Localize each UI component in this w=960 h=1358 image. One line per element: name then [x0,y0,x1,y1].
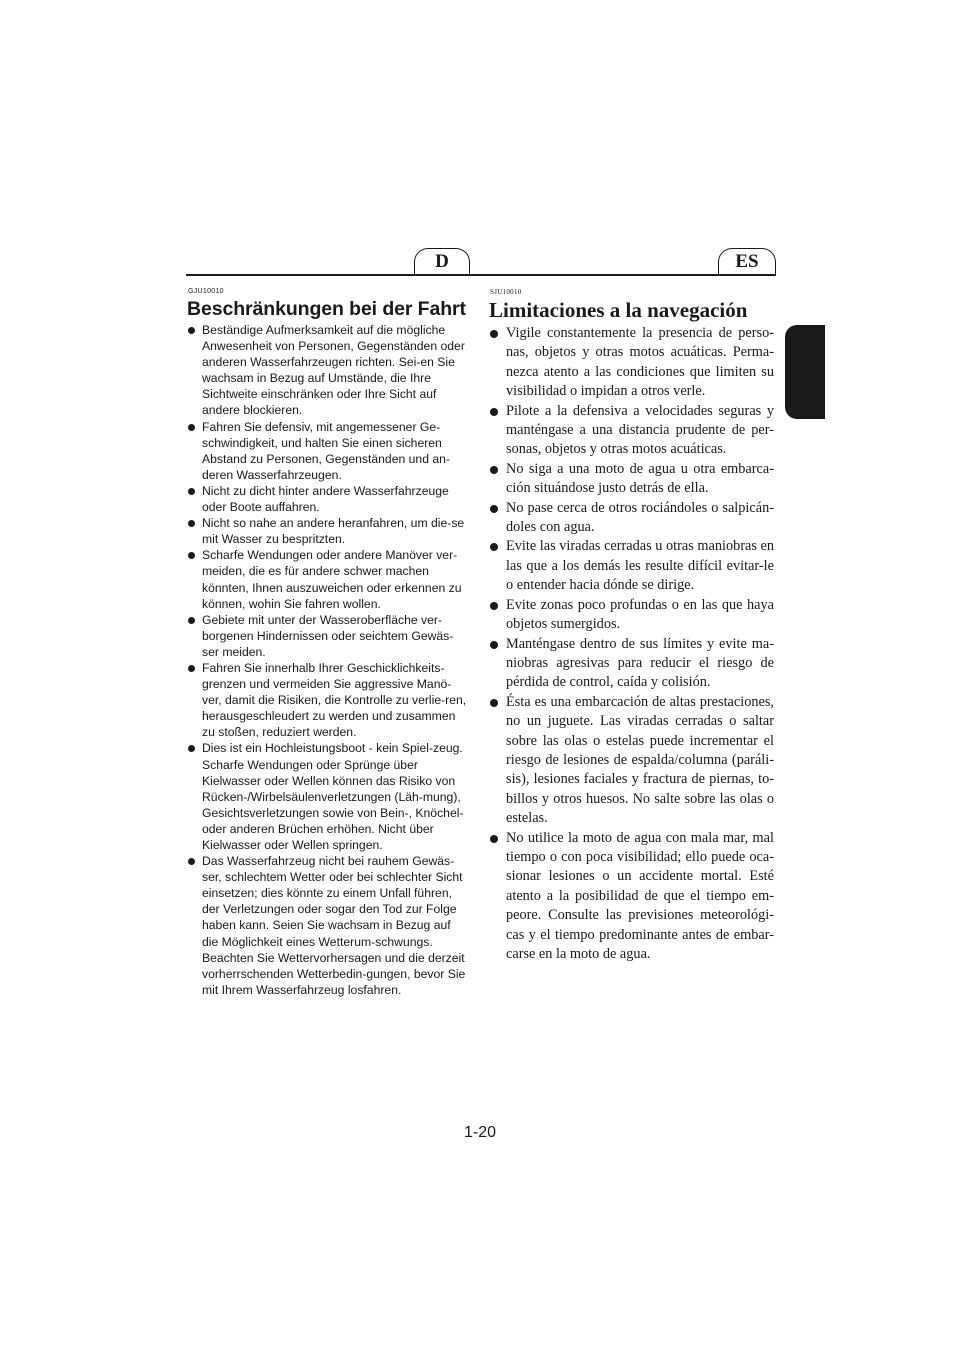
list-item [187,419,467,483]
bullet-icon [188,520,195,527]
list-item [489,829,774,965]
language-tab-german: D [414,248,470,274]
list-item [489,596,774,635]
list-item [489,499,774,538]
bullet-icon [188,858,195,865]
list-item [187,483,467,515]
list-item [489,460,774,499]
list-item-text: No pase cerca de otros rociándoles o salpicán-doles con agua. [506,499,774,536]
language-tab-spanish: ES [718,248,776,274]
section-code-german: GJU10010 [188,288,224,295]
list-item-text: Dies ist ein Hochleistungsboot - kein Spiel-zeug. Scharfe Wendungen oder Sprünge über Kielwasser oder Wellen können das Risiko von Rücken-/Wirbelsäulenverletzungen (Läh-mung), Gesichtsverletzungen sowie von Bein-, Knöchel- oder anderen Brüchen erhöhen. Nicht über Kielwasser oder Wellen springen. [202,741,464,852]
list-item-text: Nicht so nahe an andere heranfahren, um die-se mit Wasser zu bespritzten. [202,516,465,547]
list-item-text: Ésta es una embarcación de altas prestaciones, no un juguete. Las viradas cerradas o saltar sobre las olas o estelas puede incrementar el riesgo de lesiones de espalda/columna (paráli-sis), lesiones faciales y fractura de piernas, to-billos y otros huesos. No salte sobre las olas o estelas. [506,693,774,827]
list-item-text: No siga a una moto de agua u otra embarca-ción situándose justo detrás de ella. [506,460,774,497]
spanish-bullet-list [489,324,774,964]
list-item [489,402,774,460]
bullet-icon [490,543,498,551]
list-item [489,324,774,402]
bullet-icon [490,466,498,474]
list-item-text: No utilice la moto de agua con mala mar, mal tiempo o con poca visibilidad; ello puede oca-sionar lesiones o un accidente mortal. Esté atento a la posibilidad de que el tiempo em-peore. Consulte las previsiones meteorológi-cas y el tiempo predominante antes de embar-carse en la moto de agua. [506,829,774,962]
bullet-icon [490,505,498,513]
list-item [187,612,467,660]
list-item [187,740,467,853]
header-rule [186,274,776,276]
list-item [489,537,774,595]
chapter-thumb-tab [785,325,825,419]
list-item [187,660,467,740]
page-number: 1-20 [463,1124,497,1141]
bullet-icon [188,488,195,495]
list-item-text: Nicht zu dicht hinter andere Wasserfahrzeuge oder Boote auffahren. [202,483,449,515]
bullet-icon [188,424,195,431]
list-item-text: Das Wasserfahrzeug nicht bei rauhem Gewäs-ser, schlechtem Wetter oder bei schlechter Sicht einsetzen; dies könnte zu einem Unfall führen, der Verletzungen oder sogar den Tod zur Folge haben kann. Seien Sie wachsam in Bezug auf die Möglichkeit eines Wetterum-schwungs. Beachten Sie Wettervorhersagen und die derzeit vorherrschenden Wetterbedin-gungen, bevor Sie mit Ihrem Wasserfahrzeug losfahren. [202,854,466,997]
list-item [187,322,467,419]
section-title-german: Beschränkungen bei der Fahrt [187,298,466,320]
bullet-icon [188,552,195,559]
list-item-text: Manténgase dentro de sus límites y evite ma-niobras agresivas para reducir el riesgo de pérdida de control, caída y colisión. [506,635,774,691]
bullet-icon [188,327,195,334]
list-item [489,693,774,829]
list-item-text: Evite las viradas cerradas u otras maniobras en las que a los demás les resulte difícil evitar-le o entender hacia dónde se dirige. [506,538,774,594]
list-item-text: Fahren Sie innerhalb Ihrer Geschicklichkeits-grenzen und vermeiden Sie aggressive Manö-ver, damit die Risiken, die Kontrolle zu verlie-ren, herausgeschleudert zu werden und zusammen zu stoßen, reduziert werden. [202,660,467,740]
list-item [187,515,467,547]
german-bullet-list [187,322,467,998]
list-item [489,635,774,693]
list-item-text: Beständige Aufmerksamkeit auf die mögliche Anwesenheit von Personen, Gegenständen oder anderen Wasserfahrzeugen richten. Sei-en Sie wachsam in Bezug auf Umstände, die Ihre Sichtweite einschränken oder Ihre Sicht auf andere blockieren. [202,323,465,418]
bullet-icon [490,602,498,610]
list-item-text: Evite zonas poco profundas o en las que haya objetos sumergidos. [506,596,774,633]
list-item-text: Scharfe Wendungen oder andere Manöver ver-meiden, die es für andere schwer machen könnten, Ihnen auszuweichen oder erkennen zu können, wohin Sie fahren wollen. [202,548,462,611]
section-title-spanish: Limitaciones a la navegación [489,298,748,322]
section-code-spanish: SJU10010 [490,288,522,296]
bullet-icon [188,745,195,752]
bullet-icon [490,699,498,707]
list-item [187,853,467,998]
bullet-icon [490,835,498,843]
bullet-icon [490,330,498,338]
bullet-icon [188,665,195,672]
bullet-icon [490,408,498,416]
list-item-text: Gebiete mit unter der Wasseroberfläche ver-borgenen Hindernissen oder seichtem Gewäs-ser meiden. [202,612,454,659]
bullet-icon [490,641,498,649]
list-item-text: Fahren Sie defensiv, mit angemessener Ge-schwindigkeit, und halten Sie einen sicheren Abstand zu Personen, Gegenständen und an-deren Wasserfahrzeugen. [202,419,450,482]
list-item-text: Pilote a la defensiva a velocidades seguras y manténgase a una distancia prudente de per-sonas, objetos y otras motos acuáticas. [506,402,774,458]
list-item-text: Vigile constantemente la presencia de perso-nas, objetos y otras motos acuáticas. Perma-nezca atento a las condiciones que limiten su visibilidad o impidan a otros verle. [506,325,774,400]
list-item [187,547,467,611]
bullet-icon [188,617,195,624]
